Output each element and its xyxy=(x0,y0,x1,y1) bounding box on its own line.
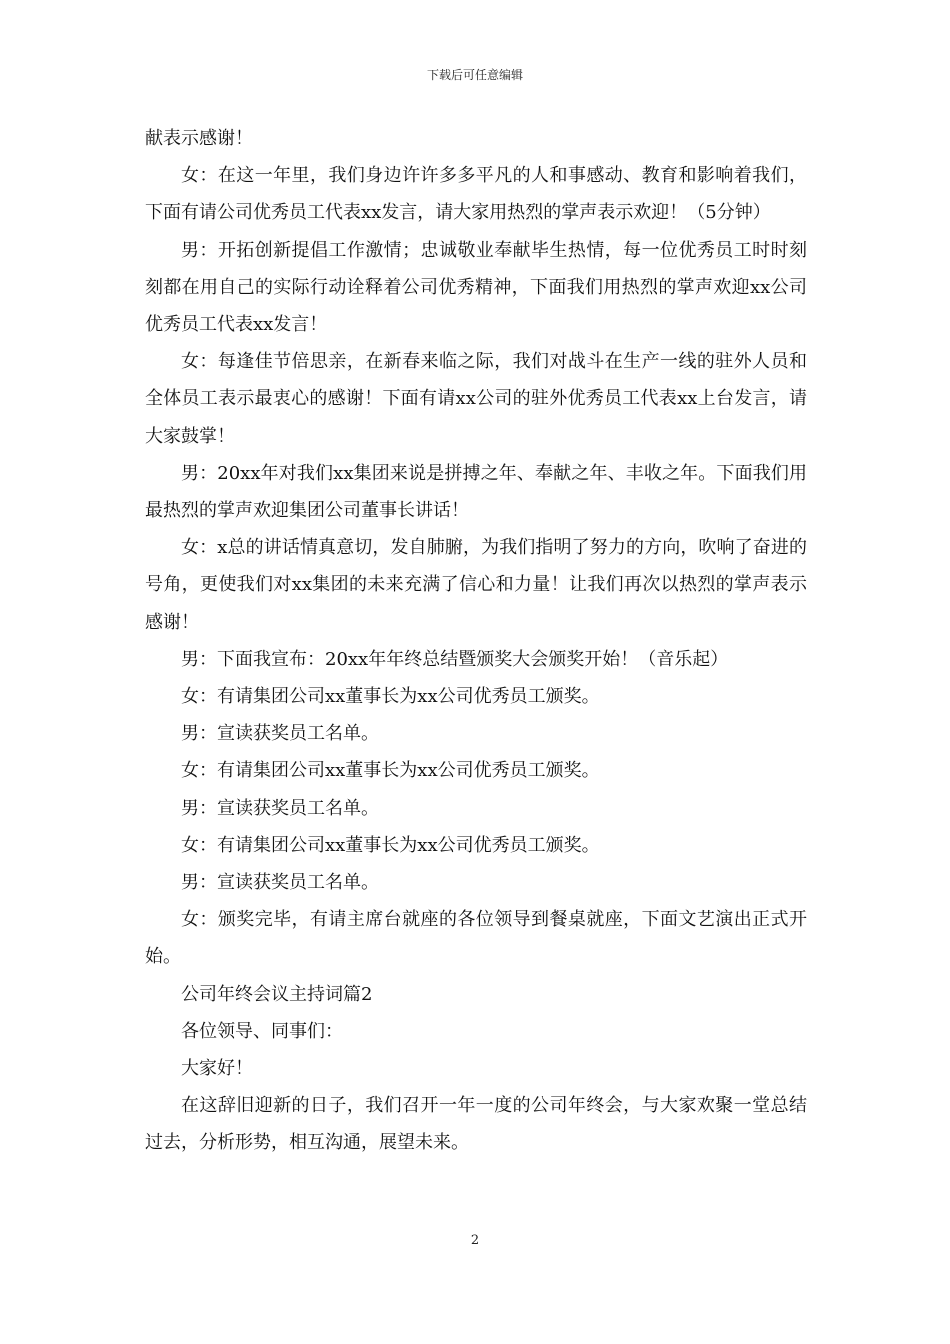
greeting: 大家好！ xyxy=(181,1058,253,1080)
salutation: 各位领导、同事们： xyxy=(181,1020,343,1042)
paragraph: 男：20xx年对我们xx集团来说是拼搏之年、奉献之年、丰收之年。下面我们用最热烈的掌声欢迎集团公司董事长讲话！ xyxy=(145,462,807,522)
page-number: 2 xyxy=(470,1233,480,1248)
paragraph: 男：下面我宣布：20xx年年终总结暨颁奖大会颁奖开始！（音乐起） xyxy=(181,648,729,670)
paragraph: 男：宣读获奖员工名单。 xyxy=(181,872,379,894)
document-body xyxy=(145,120,807,1162)
paragraph: 男：宣读获奖员工名单。 xyxy=(181,797,379,819)
section-title: 公司年终会议主持词篇2 xyxy=(181,983,373,1005)
paragraph: 男：开拓创新提倡工作激情；忠诚敬业奉献毕生热情，每一位优秀员工时时刻刻都在用自己的实际行动诠释着公司优秀精神，下面我们用热烈的掌声欢迎xx公司优秀员工代表xx发言！ xyxy=(145,239,807,336)
paragraph: 女：x总的讲话情真意切，发自肺腑，为我们指明了努力的方向，吹响了奋进的号角，更使我们对xx集团的未来充满了信心和力量！让我们再次以热烈的掌声表示感谢！ xyxy=(145,537,807,633)
paragraph: 女：每逢佳节倍思亲，在新春来临之际，我们对战斗在生产一线的驻外人员和全体员工表示最衷心的感谢！下面有请xx公司的驻外优秀员工代表xx上台发言，请大家鼓掌！ xyxy=(145,351,807,447)
paragraph: 女：有请集团公司xx董事长为xx公司优秀员工颁奖。 xyxy=(181,834,600,856)
page-header: 下载后可任意编辑 xyxy=(426,68,523,82)
paragraph: 女：有请集团公司xx董事长为xx公司优秀员工颁奖。 xyxy=(181,686,600,708)
paragraph: 男：宣读获奖员工名单。 xyxy=(181,723,379,745)
paragraph: 女：有请集团公司xx董事长为xx公司优秀员工颁奖。 xyxy=(181,760,600,782)
paragraph: 献表示感谢！ xyxy=(145,128,253,149)
paragraph: 女：在这一年里，我们身边许许多多平凡的人和事感动、教育和影响着我们，下面有请公司优秀员工代表xx发言，请大家用热烈的掌声表示欢迎！（5分钟） xyxy=(145,165,807,224)
paragraph: 女：颁奖完毕，有请主席台就座的各位领导到餐桌就座，下面文艺演出正式开始。 xyxy=(145,909,807,968)
paragraph: 在这辞旧迎新的日子，我们召开一年一度的公司年终会，与大家欢聚一堂总结过去，分析形势，相互沟通，展望未来。 xyxy=(145,1095,807,1154)
